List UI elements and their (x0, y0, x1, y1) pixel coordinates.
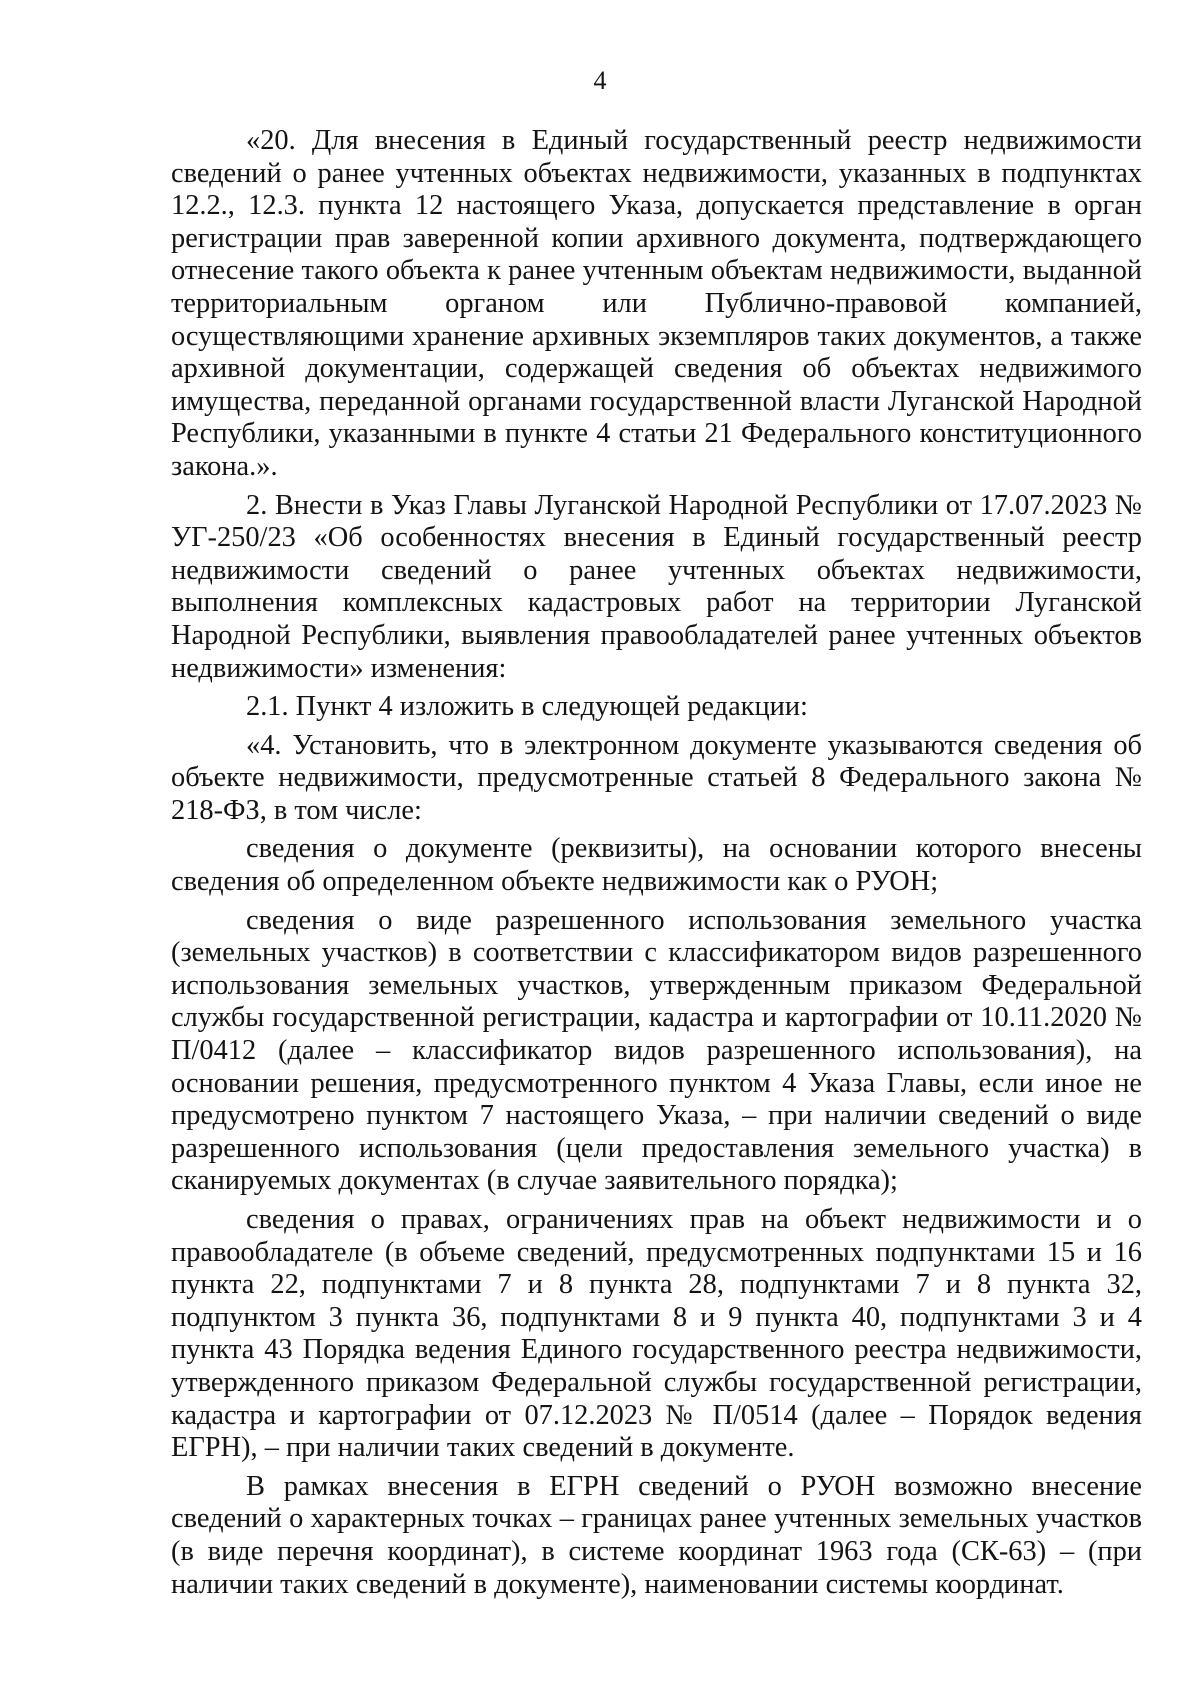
paragraph-subitem-2-1: 2.1. Пункт 4 изложить в следующей редакции: (246, 691, 808, 723)
paragraph-permitted-use: сведения о виде разрешенного использования земельного участка (земельных участков) в соответствии с классификатором видов разрешенного использования земельных участков, утвержденным приказом Федеральной службы государственной регистрации, кадастра и картографии от 10.11.2020 № П/0412 (далее – классификатор видов разрешенного использования), на основании решения, предусмотренного пунктом 4 Указа Главы, если иное не предусмотрено пунктом 7 настоящего Указа, – при наличии сведений о виде разрешенного использования (цели предоставления земельного участка) в сканируемых документах (в случае заявительного порядка); (171, 904, 1142, 1197)
page-number: 4 (593, 66, 607, 95)
paragraph-coordinates: В рамках внесения в ЕГРН сведений о РУОН возможно внесение сведений о характерных точках – границах ранее учтенных земельных участков (в виде перечня координат), в системе координат 1963 года (СК-63) – (при наличии таких сведений в документе), наименовании системы координат. (171, 1470, 1142, 1600)
paragraph-item-20: «20. Для внесения в Единый государственный реестр недвижимости сведений о ранее учтенных объектах недвижимости, указанных в подпунктах 12.2., 12.3. пункта 12 настоящего Указа, допускается представление в орган регистрации прав заверенной копии архивного документа, подтверждающего отнесение такого объекта к ранее учтенным объектам недвижимости, выданной территориальным органом или Публично-правовой компанией, осуществляющими хранение архивных экземпляров таких документов, а также архивной документации, содержащей сведения об объектах недвижимого имущества, переданной органами государственной власти Луганской Народной Республики, указанными в пункте 4 статьи 21 Федерального конституционного закона.». (171, 125, 1142, 482)
paragraph-item-4: «4. Установить, что в электронном документе указываются сведения об объекте недвижимости, предусмотренные статьей 8 Федерального закона № 218-ФЗ, в том числе: (171, 729, 1142, 826)
paragraph-document-details: сведения о документе (реквизиты), на основании которого внесены сведения об определенном объекте недвижимости как о РУОН; (171, 833, 1142, 898)
paragraph-amend-decree-ug-250: 2. Внести в Указ Главы Луганской Народной Республики от 17.07.2023 № УГ-250/23 «Об особенностях внесения в Единый государственный реестр недвижимости сведений о ранее учтенных объектах недвижимости, выполнения комплексных кадастровых работ на территории Луганской Народной Республики, выявления правообладателей ранее учтенных объектов недвижимости» изменения: (171, 489, 1142, 684)
document-body (171, 125, 1142, 1601)
paragraph-rights-holders: сведения о правах, ограничениях прав на объект недвижимости и о правообладателе (в объеме сведений, предусмотренных подпунктами 15 и 16 пункта 22, подпунктами 7 и 8 пункта 28, подпунктами 7 и 8 пункта 32, подпунктом 3 пункта 36, подпунктами 8 и 9 пункта 40, подпунктами 3 и 4 пункта 43 Порядка ведения Единого государственного реестра недвижимости, утвержденного приказом Федеральной службы государственной регистрации, кадастра и картографии от 07.12.2023 № П/0514 (далее – Порядок ведения ЕГРН), – при наличии таких сведений в документе. (171, 1204, 1142, 1464)
